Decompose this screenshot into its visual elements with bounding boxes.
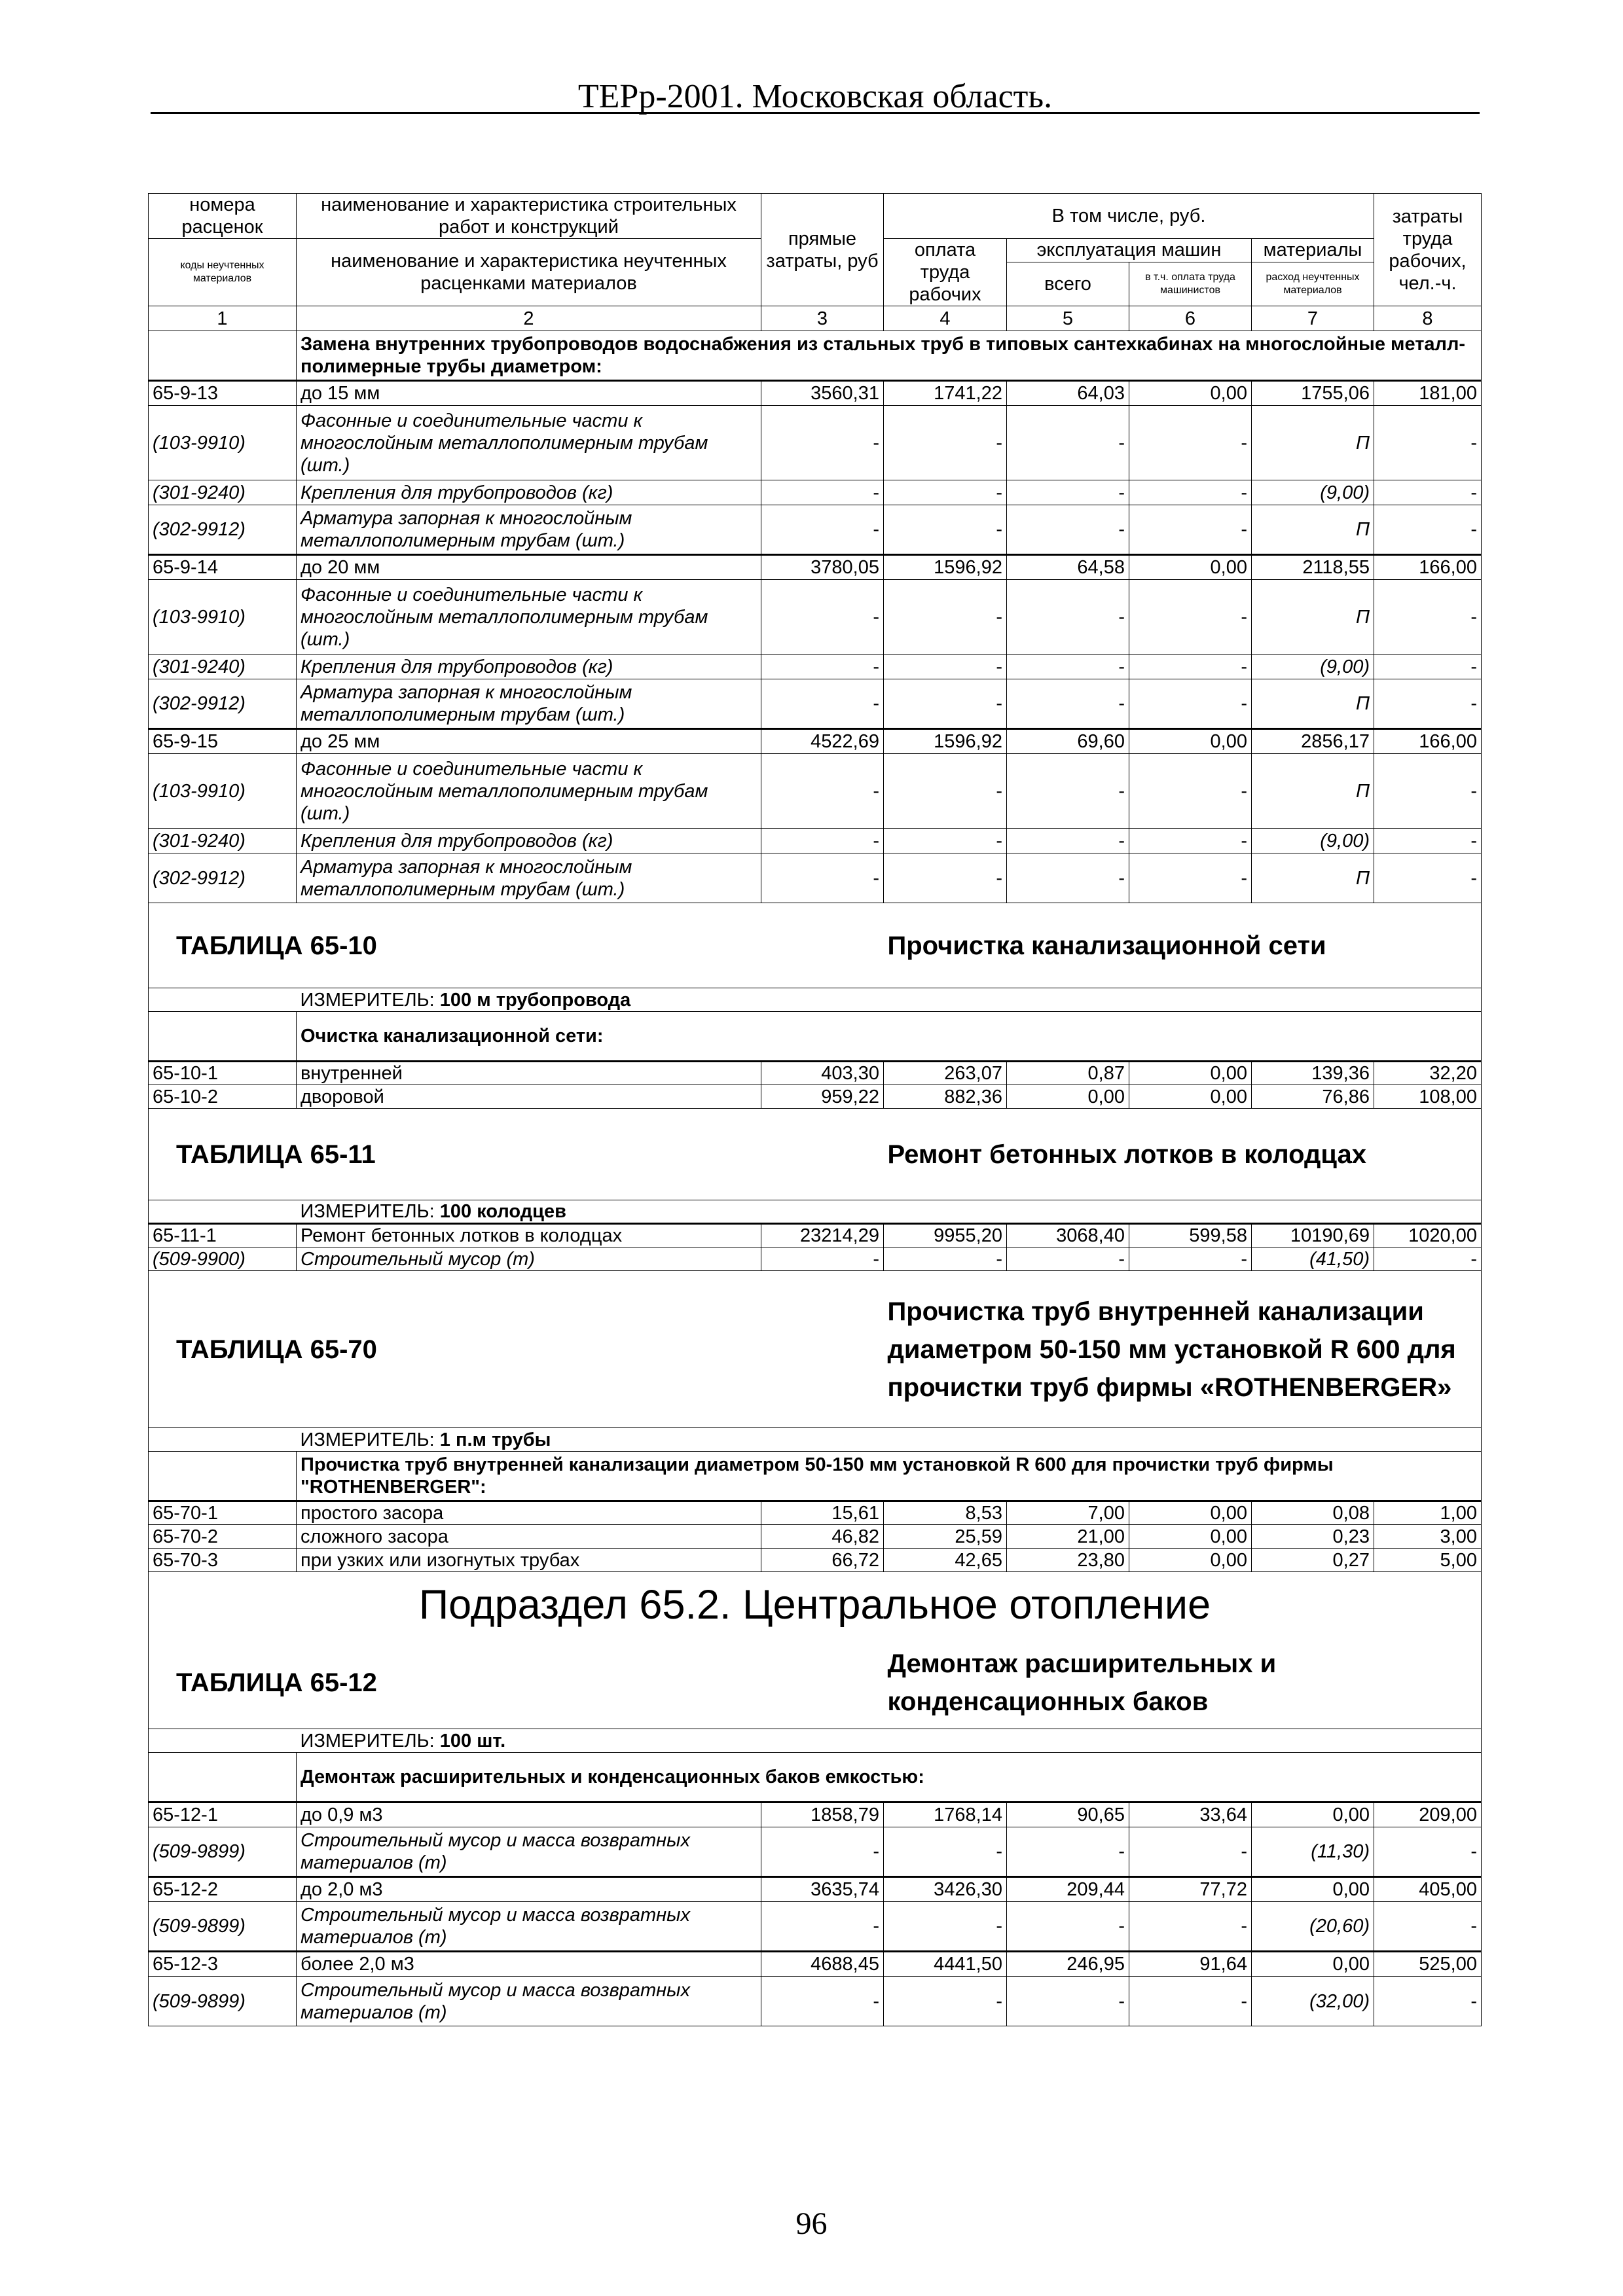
materials: 0,27	[1252, 1549, 1374, 1572]
labor-hours: 3,00	[1374, 1525, 1482, 1549]
section-intro: Демонтаж расширительных и конденсационных баков емкостью:	[297, 1753, 1482, 1803]
labor-pay: -	[884, 505, 1007, 555]
material-code: (301-9240)	[149, 655, 297, 679]
material-row	[149, 829, 1482, 853]
meter-value: 100 м трубопровода	[439, 989, 631, 1011]
operator-pay: -	[1129, 406, 1252, 480]
material-row	[149, 754, 1482, 829]
labor-pay: -	[884, 1977, 1007, 2026]
machine-cost: -	[1007, 853, 1129, 903]
rate-code: 65-9-14	[149, 555, 297, 580]
operator-pay: -	[1129, 505, 1252, 555]
direct-cost: -	[761, 679, 884, 729]
table-title: Прочистка труб внутренней канализации диаметром 50-150 мм установкой R 600 для прочистки труб фирмы «ROTHENBERGER»	[884, 1271, 1482, 1428]
operator-pay: 0,00	[1129, 381, 1252, 406]
labor-pay: -	[884, 406, 1007, 480]
table-heading-row	[149, 903, 1482, 988]
labor-hours: -	[1374, 480, 1482, 505]
section-intro-row	[149, 1753, 1482, 1803]
rate-name: до 20 мм	[297, 555, 761, 580]
meter-row	[149, 1729, 1482, 1753]
direct-cost: -	[761, 829, 884, 853]
rate-code: 65-10-1	[149, 1062, 297, 1085]
labor-pay: 8,53	[884, 1501, 1007, 1525]
direct-cost: -	[761, 1827, 884, 1877]
rate-row	[149, 1877, 1482, 1902]
operator-pay: -	[1129, 829, 1252, 853]
rate-row	[149, 555, 1482, 580]
operator-pay: 0,00	[1129, 729, 1252, 754]
operator-pay: -	[1129, 853, 1252, 903]
machine-cost: -	[1007, 505, 1129, 555]
material-name: Крепления для трубопроводов (кг)	[297, 480, 761, 505]
labor-pay: 1596,92	[884, 729, 1007, 754]
machine-cost: 0,87	[1007, 1062, 1129, 1085]
rate-code: 65-70-1	[149, 1501, 297, 1525]
labor-hours: -	[1374, 580, 1482, 655]
colnum: 2	[297, 306, 761, 331]
section-intro-row	[149, 331, 1482, 381]
colnum: 6	[1129, 306, 1252, 331]
machine-cost: -	[1007, 1247, 1129, 1271]
table-heading-row	[149, 1271, 1482, 1428]
operator-pay: 0,00	[1129, 1501, 1252, 1525]
materials: П	[1252, 505, 1374, 555]
direct-cost: 15,61	[761, 1501, 884, 1525]
colhead-row-1	[149, 194, 1482, 239]
colhead-code-small: коды неучтенных материалов	[149, 239, 297, 306]
table-heading-row	[149, 1109, 1482, 1200]
rate-name: до 25 мм	[297, 729, 761, 754]
direct-cost: -	[761, 754, 884, 829]
operator-pay: 0,00	[1129, 1062, 1252, 1085]
labor-pay: 882,36	[884, 1085, 1007, 1109]
direct-cost: 23214,29	[761, 1224, 884, 1247]
material-row	[149, 580, 1482, 655]
colhead-direct: прямые затраты, руб	[761, 194, 884, 306]
material-row	[149, 1247, 1482, 1271]
operator-pay: 91,64	[1129, 1952, 1252, 1977]
materials: П	[1252, 754, 1374, 829]
operator-pay: 599,58	[1129, 1224, 1252, 1247]
operator-pay: -	[1129, 580, 1252, 655]
colhead-pay: оплата труда рабочих	[884, 239, 1007, 306]
material-row	[149, 480, 1482, 505]
operator-pay: -	[1129, 1977, 1252, 2026]
colnum: 8	[1374, 306, 1482, 331]
direct-cost: 1858,79	[761, 1803, 884, 1827]
material-code: (103-9910)	[149, 754, 297, 829]
rate-row	[149, 1803, 1482, 1827]
direct-cost: -	[761, 580, 884, 655]
table-title: Прочистка канализационной сети	[884, 903, 1482, 988]
materials: П	[1252, 406, 1374, 480]
meter-label: ИЗМЕРИТЕЛЬ:	[300, 1429, 435, 1450]
materials: (11,30)	[1252, 1827, 1374, 1877]
table-name: ТАБЛИЦА 65-70	[149, 1271, 884, 1428]
material-code: (509-9900)	[149, 1247, 297, 1271]
rate-code: 65-9-15	[149, 729, 297, 754]
colhead-mat: материалы	[1252, 239, 1374, 262]
rate-row	[149, 1085, 1482, 1109]
materials: 10190,69	[1252, 1224, 1374, 1247]
material-name: Фасонные и соединительные части к многослойным металлополимерным трубам (шт.)	[297, 754, 761, 829]
operator-pay: 0,00	[1129, 1085, 1252, 1109]
labor-hours: 108,00	[1374, 1085, 1482, 1109]
labor-pay: 1741,22	[884, 381, 1007, 406]
machine-cost: 23,80	[1007, 1549, 1129, 1572]
labor-hours: 166,00	[1374, 555, 1482, 580]
labor-pay: 1768,14	[884, 1803, 1007, 1827]
materials: 139,36	[1252, 1062, 1374, 1085]
labor-hours: 1,00	[1374, 1501, 1482, 1525]
machine-cost: -	[1007, 406, 1129, 480]
meter-row	[149, 1200, 1482, 1224]
material-row	[149, 679, 1482, 729]
direct-cost: 3635,74	[761, 1877, 884, 1902]
colhead-mach-all: всего	[1007, 262, 1129, 306]
labor-pay: -	[884, 679, 1007, 729]
intro-blank	[149, 1753, 297, 1803]
subsection-title: Подраздел 65.2. Центральное отопление	[149, 1572, 1482, 1638]
material-name: Строительный мусор (т)	[297, 1247, 761, 1271]
labor-hours: -	[1374, 655, 1482, 679]
colnum: 7	[1252, 306, 1374, 331]
rate-code: 65-10-2	[149, 1085, 297, 1109]
section-intro-row	[149, 1452, 1482, 1501]
meter-value: 100 колодцев	[439, 1201, 566, 1222]
material-name: Крепления для трубопроводов (кг)	[297, 655, 761, 679]
operator-pay: 77,72	[1129, 1877, 1252, 1902]
meter-label: ИЗМЕРИТЕЛЬ:	[300, 1201, 435, 1222]
rate-row	[149, 1224, 1482, 1247]
labor-hours: 32,20	[1374, 1062, 1482, 1085]
direct-cost: 4522,69	[761, 729, 884, 754]
labor-hours: -	[1374, 1247, 1482, 1271]
materials: 0,00	[1252, 1877, 1374, 1902]
direct-cost: -	[761, 505, 884, 555]
meter-blank	[149, 1428, 297, 1452]
table-name: ТАБЛИЦА 65-11	[149, 1109, 884, 1200]
table-heading-row	[149, 1638, 1482, 1729]
rate-row	[149, 1952, 1482, 1977]
labor-hours: -	[1374, 1827, 1482, 1877]
material-row	[149, 505, 1482, 555]
materials: 0,08	[1252, 1501, 1374, 1525]
rate-code: 65-11-1	[149, 1224, 297, 1247]
material-row	[149, 406, 1482, 480]
colnum: 5	[1007, 306, 1129, 331]
operator-pay: -	[1129, 679, 1252, 729]
direct-cost: -	[761, 1902, 884, 1952]
labor-hours: 209,00	[1374, 1803, 1482, 1827]
direct-cost: 3560,31	[761, 381, 884, 406]
material-name: Строительный мусор и масса возвратных материалов (т)	[297, 1902, 761, 1952]
material-name: Фасонные и соединительные части к многослойным металлополимерным трубам (шт.)	[297, 580, 761, 655]
subsection-row	[149, 1572, 1482, 1638]
colnum: 1	[149, 306, 297, 331]
material-code: (509-9899)	[149, 1902, 297, 1952]
labor-hours: -	[1374, 829, 1482, 853]
machine-cost: 90,65	[1007, 1803, 1129, 1827]
labor-pay: -	[884, 1902, 1007, 1952]
price-table	[148, 193, 1482, 2026]
materials: 76,86	[1252, 1085, 1374, 1109]
meter	[297, 1428, 1482, 1452]
machine-cost: 0,00	[1007, 1085, 1129, 1109]
header-rule	[151, 112, 1480, 114]
direct-cost: -	[761, 853, 884, 903]
labor-pay: -	[884, 480, 1007, 505]
material-code: (302-9912)	[149, 679, 297, 729]
page-number: 96	[795, 2206, 828, 2241]
material-code: (509-9899)	[149, 1827, 297, 1877]
meter-label: ИЗМЕРИТЕЛЬ:	[300, 989, 435, 1011]
meter-blank	[149, 1729, 297, 1753]
rate-code: 65-12-1	[149, 1803, 297, 1827]
machine-cost: -	[1007, 480, 1129, 505]
rate-code: 65-9-13	[149, 381, 297, 406]
material-name: Строительный мусор и масса возвратных материалов (т)	[297, 1827, 761, 1877]
colhead-name2: наименование и характеристика неучтенных расценками материалов	[297, 239, 761, 306]
rate-row	[149, 1062, 1482, 1085]
operator-pay: -	[1129, 754, 1252, 829]
operator-pay: -	[1129, 1247, 1252, 1271]
rate-name: до 15 мм	[297, 381, 761, 406]
table-title: Ремонт бетонных лотков в колодцах	[884, 1109, 1482, 1200]
rate-name: при узких или изогнутых трубах	[297, 1549, 761, 1572]
materials: (9,00)	[1252, 829, 1374, 853]
colnum: 4	[884, 306, 1007, 331]
meter-blank	[149, 1200, 297, 1224]
labor-pay: -	[884, 1247, 1007, 1271]
table-title: Демонтаж расширительных и конденсационных баков	[884, 1638, 1482, 1729]
material-row	[149, 1902, 1482, 1952]
table-name: ТАБЛИЦА 65-12	[149, 1638, 884, 1729]
operator-pay: 0,00	[1129, 555, 1252, 580]
section-intro: Очистка канализационной сети:	[297, 1012, 1482, 1062]
rate-name: Ремонт бетонных лотков в колодцах	[297, 1224, 761, 1247]
materials: 1755,06	[1252, 381, 1374, 406]
labor-pay: 25,59	[884, 1525, 1007, 1549]
machine-cost: -	[1007, 580, 1129, 655]
labor-pay: -	[884, 655, 1007, 679]
material-row	[149, 655, 1482, 679]
colhead-labor: затраты труда рабочих, чел.-ч.	[1374, 194, 1482, 306]
colhead-name: наименование и характеристика строительных работ и конструкций	[297, 194, 761, 239]
operator-pay: -	[1129, 480, 1252, 505]
labor-pay: 263,07	[884, 1062, 1007, 1085]
materials: П	[1252, 853, 1374, 903]
rate-code: 65-70-2	[149, 1525, 297, 1549]
rate-row	[149, 1501, 1482, 1525]
labor-pay: -	[884, 580, 1007, 655]
material-row	[149, 1977, 1482, 2026]
colhead-code: номера расценок	[149, 194, 297, 239]
colhead-mat-small: расход неучтенных материалов	[1252, 262, 1374, 306]
rate-row	[149, 381, 1482, 406]
meter	[297, 988, 1482, 1012]
direct-cost: 66,72	[761, 1549, 884, 1572]
rate-name: более 2,0 м3	[297, 1952, 761, 1977]
labor-pay: -	[884, 1827, 1007, 1877]
meter-row	[149, 1428, 1482, 1452]
rate-name: дворовой	[297, 1085, 761, 1109]
labor-hours: -	[1374, 505, 1482, 555]
labor-hours: -	[1374, 406, 1482, 480]
rate-name: простого засора	[297, 1501, 761, 1525]
section-intro-row	[149, 1012, 1482, 1062]
intro-blank	[149, 1452, 297, 1501]
machine-cost: 7,00	[1007, 1501, 1129, 1525]
direct-cost: -	[761, 1977, 884, 2026]
labor-pay: 4441,50	[884, 1952, 1007, 1977]
direct-cost: 4688,45	[761, 1952, 884, 1977]
material-code: (301-9240)	[149, 480, 297, 505]
meter	[297, 1729, 1482, 1753]
meter	[297, 1200, 1482, 1224]
direct-cost: -	[761, 655, 884, 679]
material-name: Строительный мусор и масса возвратных материалов (т)	[297, 1977, 761, 2026]
labor-hours: 525,00	[1374, 1952, 1482, 1977]
section-intro: Замена внутренних трубопроводов водоснабжения из стальных труб в типовых сантехкабинах на многослойные металл-полимерные трубы диаметром:	[297, 331, 1482, 381]
materials: 0,00	[1252, 1803, 1374, 1827]
machine-cost: 3068,40	[1007, 1224, 1129, 1247]
materials: (20,60)	[1252, 1902, 1374, 1952]
operator-pay: 0,00	[1129, 1525, 1252, 1549]
materials: (41,50)	[1252, 1247, 1374, 1271]
labor-hours: 405,00	[1374, 1877, 1482, 1902]
labor-hours: 166,00	[1374, 729, 1482, 754]
colhead-mach: эксплуатация машин	[1007, 239, 1252, 262]
rate-name: внутренней	[297, 1062, 761, 1085]
labor-hours: -	[1374, 853, 1482, 903]
meter-label: ИЗМЕРИТЕЛЬ:	[300, 1730, 435, 1751]
colhead-incl: В том числе, руб.	[884, 194, 1374, 239]
direct-cost: 3780,05	[761, 555, 884, 580]
machine-cost: -	[1007, 1827, 1129, 1877]
materials: 0,00	[1252, 1952, 1374, 1977]
labor-hours: 1020,00	[1374, 1224, 1482, 1247]
rate-code: 65-12-2	[149, 1877, 297, 1902]
operator-pay: 33,64	[1129, 1803, 1252, 1827]
direct-cost: 46,82	[761, 1525, 884, 1549]
machine-cost: 64,58	[1007, 555, 1129, 580]
material-code: (302-9912)	[149, 505, 297, 555]
rate-row	[149, 1525, 1482, 1549]
labor-pay: 42,65	[884, 1549, 1007, 1572]
material-row	[149, 853, 1482, 903]
labor-hours: -	[1374, 679, 1482, 729]
colnum-row	[149, 306, 1482, 331]
rate-row	[149, 1549, 1482, 1572]
material-row	[149, 1827, 1482, 1877]
colnum: 3	[761, 306, 884, 331]
meter-value: 100 шт.	[439, 1730, 506, 1751]
material-name: Арматура запорная к многослойным металлополимерным трубам (шт.)	[297, 679, 761, 729]
rate-code: 65-70-3	[149, 1549, 297, 1572]
materials: 0,23	[1252, 1525, 1374, 1549]
material-code: (103-9910)	[149, 406, 297, 480]
materials: П	[1252, 580, 1374, 655]
labor-hours: -	[1374, 1902, 1482, 1952]
rate-name: сложного засора	[297, 1525, 761, 1549]
machine-cost: 64,03	[1007, 381, 1129, 406]
material-code: (301-9240)	[149, 829, 297, 853]
machine-cost: -	[1007, 829, 1129, 853]
machine-cost: -	[1007, 679, 1129, 729]
rate-name: до 2,0 м3	[297, 1877, 761, 1902]
materials: П	[1252, 679, 1374, 729]
labor-pay: 9955,20	[884, 1224, 1007, 1247]
material-name: Арматура запорная к многослойным металлополимерным трубам (шт.)	[297, 505, 761, 555]
materials: 2118,55	[1252, 555, 1374, 580]
material-code: (509-9899)	[149, 1977, 297, 2026]
table-name: ТАБЛИЦА 65-10	[149, 903, 884, 988]
materials: (9,00)	[1252, 480, 1374, 505]
colhead-mach-pay: в т.ч. оплата труда машинистов	[1129, 262, 1252, 306]
intro-blank	[149, 1012, 297, 1062]
labor-pay: -	[884, 853, 1007, 903]
rate-name: до 0,9 м3	[297, 1803, 761, 1827]
labor-pay: 3426,30	[884, 1877, 1007, 1902]
meter-blank	[149, 988, 297, 1012]
materials: 2856,17	[1252, 729, 1374, 754]
materials: (32,00)	[1252, 1977, 1374, 2026]
machine-cost: -	[1007, 655, 1129, 679]
machine-cost: 69,60	[1007, 729, 1129, 754]
material-code: (302-9912)	[149, 853, 297, 903]
meter-row	[149, 988, 1482, 1012]
material-code: (103-9910)	[149, 580, 297, 655]
labor-hours: 181,00	[1374, 381, 1482, 406]
labor-pay: 1596,92	[884, 555, 1007, 580]
machine-cost: -	[1007, 1977, 1129, 2026]
rate-row	[149, 729, 1482, 754]
rate-code: 65-12-3	[149, 1952, 297, 1977]
machine-cost: 21,00	[1007, 1525, 1129, 1549]
operator-pay: -	[1129, 1827, 1252, 1877]
machine-cost: 246,95	[1007, 1952, 1129, 1977]
machine-cost: -	[1007, 1902, 1129, 1952]
section-intro: Прочистка труб внутренней канализации диаметром 50-150 мм установкой R 600 для прочистки труб фирмы "ROTHENBERGER":	[297, 1452, 1482, 1501]
labor-pay: -	[884, 754, 1007, 829]
direct-cost: 403,30	[761, 1062, 884, 1085]
operator-pay: -	[1129, 655, 1252, 679]
machine-cost: -	[1007, 754, 1129, 829]
operator-pay: -	[1129, 1902, 1252, 1952]
running-header: ТЕРр-2001. Московская область.	[577, 78, 1053, 115]
direct-cost: -	[761, 1247, 884, 1271]
operator-pay: 0,00	[1129, 1549, 1252, 1572]
labor-pay: -	[884, 829, 1007, 853]
material-name: Фасонные и соединительные части к многослойным металлополимерным трубам (шт.)	[297, 406, 761, 480]
material-name: Арматура запорная к многослойным металлополимерным трубам (шт.)	[297, 853, 761, 903]
meter-value: 1 п.м трубы	[439, 1429, 551, 1450]
labor-hours: 5,00	[1374, 1549, 1482, 1572]
direct-cost: -	[761, 480, 884, 505]
materials: (9,00)	[1252, 655, 1374, 679]
intro-blank	[149, 331, 297, 381]
labor-hours: -	[1374, 754, 1482, 829]
direct-cost: 959,22	[761, 1085, 884, 1109]
labor-hours: -	[1374, 1977, 1482, 2026]
material-name: Крепления для трубопроводов (кг)	[297, 829, 761, 853]
direct-cost: -	[761, 406, 884, 480]
machine-cost: 209,44	[1007, 1877, 1129, 1902]
